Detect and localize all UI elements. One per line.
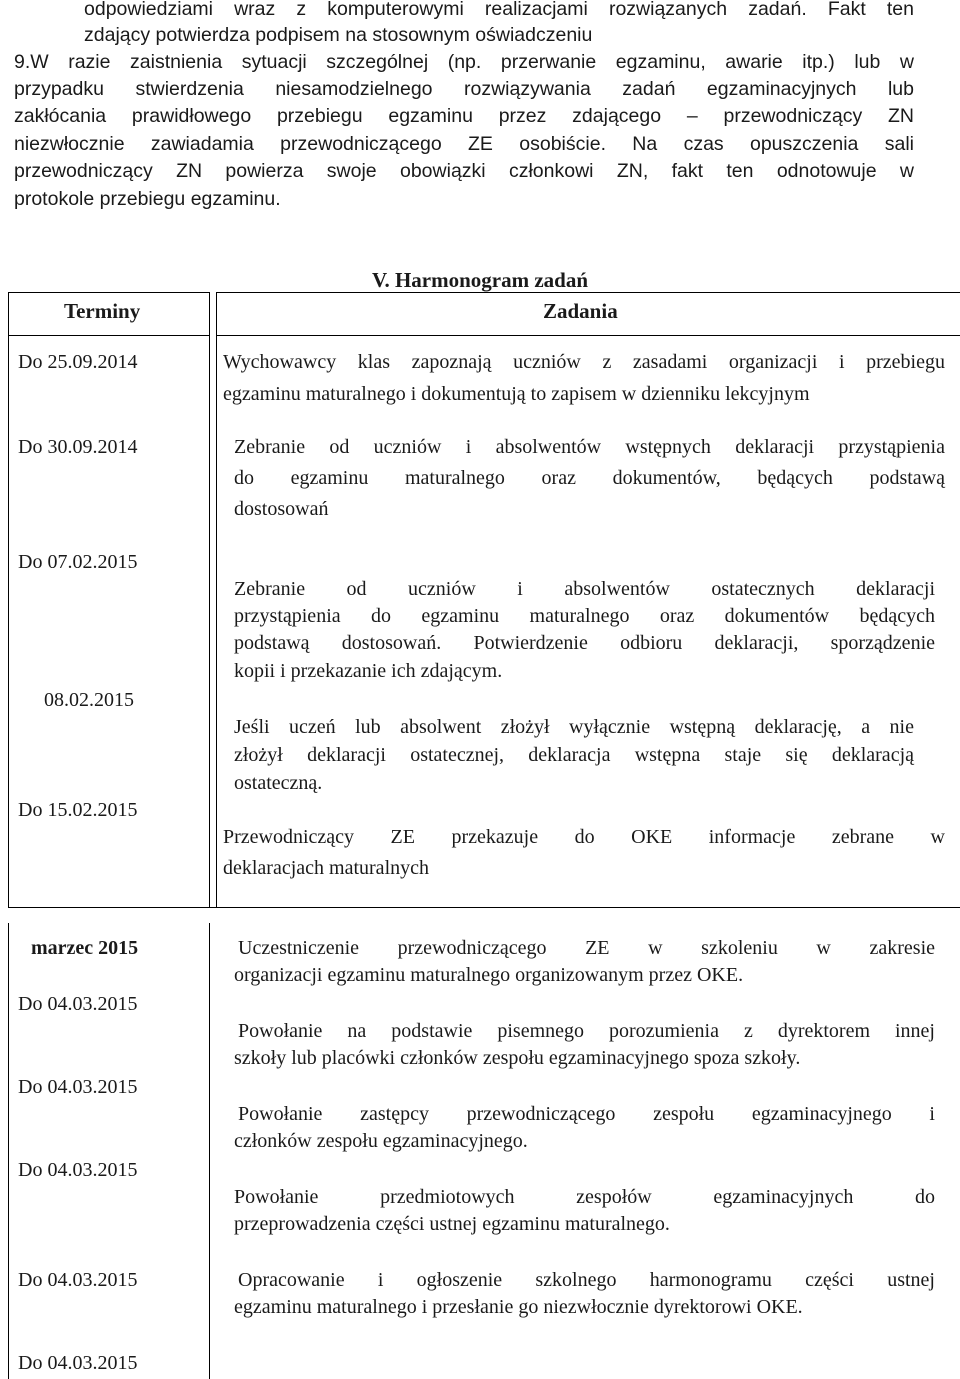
row-task-line: szkoły lub placówki członków zespołu egzaminacyjnego spoza szkoły. xyxy=(234,1047,801,1069)
row-task-line: kopii i przekazanie ich zdającym. xyxy=(234,660,503,682)
row-task-line: złożył deklaracji ostatecznej, deklaracja wstępna staje się deklaracją xyxy=(234,744,914,766)
table-border xyxy=(8,292,209,293)
row-task-line: Jeśli uczeń lub absolwent złożył wyłącznie wstępną deklarację, a nie xyxy=(234,716,914,738)
row-task-line: egzaminu maturalnego i dokumentują to zapisem w dzienniku lekcyjnym xyxy=(223,383,810,405)
row-date: Do 07.02.2015 xyxy=(18,551,138,573)
table-border xyxy=(216,335,960,336)
table-border xyxy=(8,907,960,908)
intro-line: niezwłocznie zawiadamia przewodniczącego ZE osobiście. Na czas opuszczenia sali xyxy=(14,133,914,155)
row-date: marzec 2015 xyxy=(31,937,139,959)
row-task-line: ostateczną. xyxy=(234,772,323,794)
table-border xyxy=(216,292,960,293)
row-task-line: podstawą dostosowań. Potwierdzenie odbioru deklaracji, sporządzenie xyxy=(234,632,935,654)
row-date: Do 25.09.2014 xyxy=(18,351,138,373)
row-task-line: Powołanie zastępcy przewodniczącego zespołu egzaminacyjnego i xyxy=(238,1103,935,1125)
row-task-line: Powołanie przedmiotowych zespołów egzaminacyjnych do xyxy=(234,1186,935,1208)
row-task-line: Wychowawcy klas zapoznają uczniów z zasadami organizacji i przebiegu xyxy=(223,351,945,373)
row-date: Do 30.09.2014 xyxy=(18,436,138,458)
row-task-line: Przewodniczący ZE przekazuje do OKE informacje zebrane w xyxy=(223,826,945,848)
row-date: Do 04.03.2015 xyxy=(18,1076,138,1098)
table-border xyxy=(8,923,9,1379)
column-header-terms: Terminy xyxy=(64,299,141,323)
intro-line: przewodniczący ZN powierza swoje obowiązki członkowi ZN, fakt ten odnotowuje w xyxy=(14,160,914,182)
row-task-line: deklaracjach maturalnych xyxy=(223,857,429,879)
row-task-line: Powołanie na podstawie pisemnego porozumienia z dyrektorem innej xyxy=(238,1020,935,1042)
row-task-line: Zebranie od uczniów i absolwentów wstępnych deklaracji przystąpienia xyxy=(234,436,945,458)
intro-line: protokole przebiegu egzaminu. xyxy=(14,188,281,210)
intro-line: zdający potwierdza podpisem na stosownym oświadczeniu xyxy=(84,24,593,46)
row-task-line: przeprowadzenia części ustnej egzaminu maturalnego. xyxy=(234,1213,670,1235)
row-date: 08.02.2015 xyxy=(44,689,134,711)
row-date: Do 15.02.2015 xyxy=(18,799,138,821)
intro-line: przypadku stwierdzenia niesamodzielnego rozwiązywania zadań egzaminacyjnych lub xyxy=(14,78,914,100)
table-border xyxy=(8,292,9,907)
row-date: Do 04.03.2015 xyxy=(18,1269,138,1291)
row-task-line: członków zespołu egzaminacyjnego. xyxy=(234,1130,528,1152)
section-title: V. Harmonogram zadań xyxy=(372,268,589,292)
intro-line: odpowiedziami wraz z komputerowymi realizacjami rozwiązanych zadań. Fakt ten xyxy=(84,0,914,20)
row-task-line: Opracowanie i ogłoszenie szkolnego harmonogramu części ustnej xyxy=(238,1269,935,1291)
row-task-line: egzaminu maturalnego i przesłanie go niezwłocznie dyrektorowi OKE. xyxy=(234,1296,803,1318)
row-task-line: do egzaminu maturalnego oraz dokumentów, będących podstawą xyxy=(234,467,945,489)
table-border xyxy=(209,923,210,1379)
table-border xyxy=(8,335,209,336)
row-date: Do 04.03.2015 xyxy=(18,993,138,1015)
intro-line: zakłócania prawidłowego przebiegu egzaminu przez zdającego – przewodniczący ZN xyxy=(14,105,914,127)
row-date: Do 04.03.2015 xyxy=(18,1159,138,1181)
table-border xyxy=(209,292,210,907)
row-task-line: Uczestniczenie przewodniczącego ZE w szkoleniu w zakresie xyxy=(238,937,935,959)
row-date: Do 04.03.2015 xyxy=(18,1352,138,1374)
row-task-line: organizacji egzaminu maturalnego organizowanym przez OKE. xyxy=(234,964,744,986)
table-border xyxy=(216,292,217,907)
row-task-line: Zebranie od uczniów i absolwentów ostatecznych deklaracji xyxy=(234,578,935,600)
column-header-tasks: Zadania xyxy=(543,299,618,323)
row-task-line: dostosowań xyxy=(234,498,329,520)
intro-line: 9.W razie zaistnienia sytuacji szczególnej (np. przerwanie egzaminu, awarie itp.) lub w xyxy=(14,51,914,73)
row-task-line: przystąpienia do egzaminu maturalnego oraz dokumentów będących xyxy=(234,605,935,627)
